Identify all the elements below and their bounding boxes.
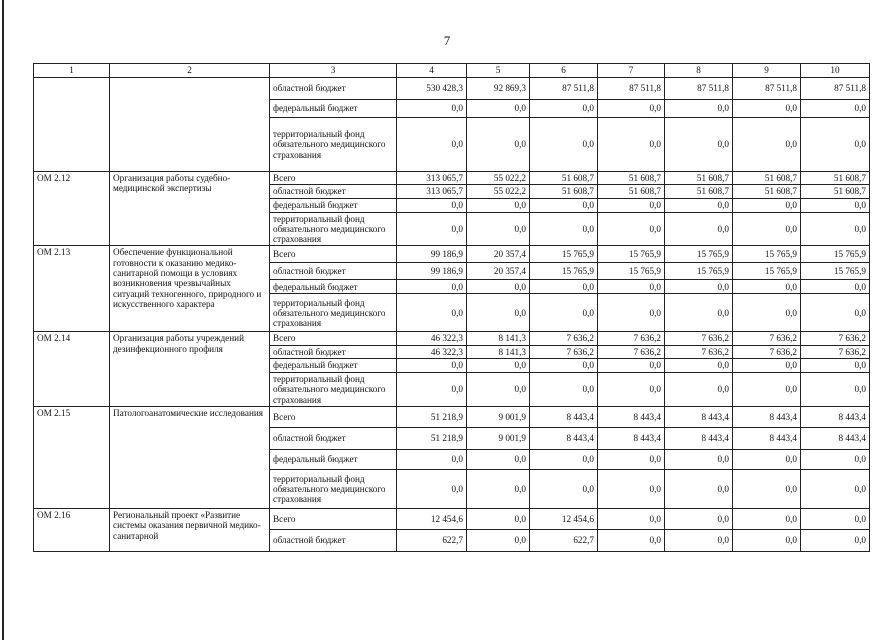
funding-source: федеральный бюджет <box>270 100 397 118</box>
funding-source: областной бюджет <box>270 185 397 198</box>
amount-cell: 0,0 <box>467 100 530 118</box>
amount-cell: 530 428,3 <box>397 78 467 100</box>
measure-code: ОМ 2.14 <box>34 332 110 406</box>
amount-cell: 15 765,9 <box>665 263 733 280</box>
amount-cell: 51 608,7 <box>801 185 870 198</box>
funding-source: областной бюджет <box>270 345 397 358</box>
amount-cell: 0,0 <box>530 294 598 332</box>
amount-cell: 8 141,3 <box>467 345 530 358</box>
measure-code: ОМ 2.16 <box>34 508 110 551</box>
amount-cell: 51 608,7 <box>598 172 665 185</box>
amount-cell: 622,7 <box>530 529 598 551</box>
amount-cell: 0,0 <box>467 294 530 332</box>
amount-cell: 15 765,9 <box>530 246 598 263</box>
amount-cell: 8 443,4 <box>530 406 598 427</box>
funding-source: территориальный фонд обязательного медицинского страхования <box>270 212 397 246</box>
column-header: 7 <box>598 64 665 78</box>
column-header-row <box>34 64 870 78</box>
amount-cell: 0,0 <box>598 529 665 551</box>
amount-cell: 0,0 <box>530 118 598 172</box>
funding-source: областной бюджет <box>270 529 397 551</box>
amount-cell: 15 765,9 <box>598 263 665 280</box>
amount-cell: 7 636,2 <box>598 332 665 345</box>
amount-cell: 51 608,7 <box>530 185 598 198</box>
amount-cell: 0,0 <box>665 359 733 373</box>
amount-cell: 0,0 <box>598 294 665 332</box>
amount-cell: 0,0 <box>665 294 733 332</box>
amount-cell: 51 608,7 <box>665 172 733 185</box>
measure-code: ОМ 2.13 <box>34 246 110 332</box>
funding-source: федеральный бюджет <box>270 449 397 469</box>
amount-cell: 0,0 <box>397 373 467 407</box>
funding-source: федеральный бюджет <box>270 359 397 373</box>
measure-name: Организация работы учреждений дезинфекционного профиля <box>110 332 270 406</box>
amount-cell: 0,0 <box>467 449 530 469</box>
amount-cell: 0,0 <box>530 198 598 212</box>
amount-cell: 0,0 <box>801 198 870 212</box>
column-header: 10 <box>801 64 870 78</box>
amount-cell: 0,0 <box>733 373 801 407</box>
column-header: 1 <box>34 64 110 78</box>
funding-source: территориальный фонд обязательного медицинского страхования <box>270 118 397 172</box>
amount-cell: 7 636,2 <box>598 345 665 358</box>
amount-cell: 0,0 <box>467 212 530 246</box>
amount-cell: 622,7 <box>397 529 467 551</box>
amount-cell: 15 765,9 <box>598 246 665 263</box>
amount-cell: 0,0 <box>530 469 598 508</box>
amount-cell: 0,0 <box>801 294 870 332</box>
amount-cell: 0,0 <box>801 100 870 118</box>
amount-cell: 51 218,9 <box>397 427 467 449</box>
measure-code: ОМ 2.12 <box>34 172 110 246</box>
amount-cell: 0,0 <box>733 294 801 332</box>
amount-cell: 0,0 <box>530 359 598 373</box>
column-header: 5 <box>467 64 530 78</box>
funding-source: Всего <box>270 508 397 529</box>
amount-cell: 99 186,9 <box>397 246 467 263</box>
amount-cell: 87 511,8 <box>598 78 665 100</box>
amount-cell: 15 765,9 <box>733 263 801 280</box>
amount-cell: 8 443,4 <box>733 406 801 427</box>
page-number: 7 <box>443 33 451 48</box>
amount-cell: 15 765,9 <box>733 246 801 263</box>
funding-source: Всего <box>270 332 397 345</box>
amount-cell: 51 608,7 <box>665 185 733 198</box>
amount-cell: 0,0 <box>397 469 467 508</box>
table-row <box>34 508 870 529</box>
amount-cell: 0,0 <box>733 508 801 529</box>
amount-cell: 0,0 <box>397 212 467 246</box>
amount-cell: 0,0 <box>665 212 733 246</box>
amount-cell: 0,0 <box>801 529 870 551</box>
amount-cell: 7 636,2 <box>801 345 870 358</box>
amount-cell: 92 869,3 <box>467 78 530 100</box>
amount-cell: 7 636,2 <box>665 345 733 358</box>
amount-cell: 0,0 <box>467 118 530 172</box>
amount-cell: 0,0 <box>598 469 665 508</box>
amount-cell: 0,0 <box>801 469 870 508</box>
amount-cell: 99 186,9 <box>397 263 467 280</box>
amount-cell: 8 443,4 <box>665 406 733 427</box>
amount-cell: 8 443,4 <box>801 427 870 449</box>
amount-cell: 0,0 <box>397 294 467 332</box>
amount-cell: 0,0 <box>467 373 530 407</box>
amount-cell: 0,0 <box>733 529 801 551</box>
amount-cell: 0,0 <box>397 118 467 172</box>
amount-cell: 51 218,9 <box>397 406 467 427</box>
amount-cell: 46 322,3 <box>397 345 467 358</box>
amount-cell: 0,0 <box>733 280 801 294</box>
amount-cell: 313 065,7 <box>397 172 467 185</box>
amount-cell: 0,0 <box>801 118 870 172</box>
amount-cell: 0,0 <box>598 373 665 407</box>
amount-cell: 7 636,2 <box>801 332 870 345</box>
funding-source: Всего <box>270 406 397 427</box>
amount-cell: 0,0 <box>598 508 665 529</box>
column-header: 2 <box>110 64 270 78</box>
amount-cell: 0,0 <box>665 280 733 294</box>
amount-cell: 8 443,4 <box>598 406 665 427</box>
table-row <box>34 172 870 185</box>
amount-cell: 0,0 <box>397 100 467 118</box>
amount-cell: 0,0 <box>530 373 598 407</box>
amount-cell: 7 636,2 <box>530 332 598 345</box>
amount-cell: 9 001,9 <box>467 427 530 449</box>
table-row <box>34 78 870 100</box>
amount-cell: 0,0 <box>801 212 870 246</box>
measure-name: Региональный проект «Развитие системы оказания первичной медико-санитарной <box>110 508 270 551</box>
amount-cell: 0,0 <box>598 198 665 212</box>
amount-cell: 20 357,4 <box>467 263 530 280</box>
amount-cell: 0,0 <box>801 359 870 373</box>
amount-cell: 8 443,4 <box>665 427 733 449</box>
amount-cell: 0,0 <box>665 198 733 212</box>
amount-cell: 0,0 <box>801 373 870 407</box>
amount-cell: 0,0 <box>598 118 665 172</box>
amount-cell: 313 065,7 <box>397 185 467 198</box>
funding-source: федеральный бюджет <box>270 280 397 294</box>
column-header: 6 <box>530 64 598 78</box>
amount-cell: 0,0 <box>467 469 530 508</box>
amount-cell: 0,0 <box>801 449 870 469</box>
amount-cell: 8 443,4 <box>530 427 598 449</box>
amount-cell: 87 511,8 <box>733 78 801 100</box>
funding-source: территориальный фонд обязательного медицинского страхования <box>270 469 397 508</box>
funding-source: территориальный фонд обязательного медицинского страхования <box>270 294 397 332</box>
amount-cell: 0,0 <box>665 449 733 469</box>
amount-cell: 0,0 <box>733 212 801 246</box>
amount-cell: 15 765,9 <box>801 263 870 280</box>
amount-cell: 0,0 <box>530 212 598 246</box>
amount-cell: 0,0 <box>397 198 467 212</box>
amount-cell: 0,0 <box>733 469 801 508</box>
amount-cell: 0,0 <box>467 508 530 529</box>
amount-cell: 0,0 <box>598 359 665 373</box>
amount-cell: 0,0 <box>397 449 467 469</box>
amount-cell: 12 454,6 <box>397 508 467 529</box>
amount-cell: 0,0 <box>467 529 530 551</box>
funding-source: областной бюджет <box>270 78 397 100</box>
amount-cell: 0,0 <box>467 359 530 373</box>
amount-cell: 7 636,2 <box>665 332 733 345</box>
amount-cell: 0,0 <box>733 198 801 212</box>
amount-cell: 0,0 <box>733 359 801 373</box>
amount-cell: 0,0 <box>530 100 598 118</box>
amount-cell: 87 511,8 <box>665 78 733 100</box>
measure-code <box>34 78 110 172</box>
amount-cell: 87 511,8 <box>801 78 870 100</box>
amount-cell: 0,0 <box>665 118 733 172</box>
amount-cell: 0,0 <box>598 100 665 118</box>
amount-cell: 0,0 <box>665 508 733 529</box>
amount-cell: 8 443,4 <box>598 427 665 449</box>
amount-cell: 0,0 <box>397 359 467 373</box>
amount-cell: 51 608,7 <box>530 172 598 185</box>
amount-cell: 0,0 <box>665 529 733 551</box>
amount-cell: 7 636,2 <box>733 345 801 358</box>
amount-cell: 0,0 <box>733 100 801 118</box>
column-header: 8 <box>665 64 733 78</box>
column-header: 3 <box>270 64 397 78</box>
amount-cell: 20 357,4 <box>467 246 530 263</box>
amount-cell: 51 608,7 <box>801 172 870 185</box>
amount-cell: 15 765,9 <box>665 246 733 263</box>
funding-source: областной бюджет <box>270 263 397 280</box>
amount-cell: 0,0 <box>598 212 665 246</box>
amount-cell: 0,0 <box>801 508 870 529</box>
funding-source: Всего <box>270 246 397 263</box>
amount-cell: 0,0 <box>665 100 733 118</box>
amount-cell: 15 765,9 <box>530 263 598 280</box>
funding-source: территориальный фонд обязательного медицинского страхования <box>270 373 397 407</box>
amount-cell: 0,0 <box>733 449 801 469</box>
amount-cell: 9 001,9 <box>467 406 530 427</box>
amount-cell: 0,0 <box>801 280 870 294</box>
table-row <box>34 246 870 263</box>
amount-cell: 87 511,8 <box>530 78 598 100</box>
measure-name: Патологоанатомические исследования <box>110 406 270 508</box>
amount-cell: 55 022,2 <box>467 185 530 198</box>
amount-cell: 0,0 <box>530 449 598 469</box>
column-header: 4 <box>397 64 467 78</box>
funding-source: Всего <box>270 172 397 185</box>
amount-cell: 0,0 <box>665 469 733 508</box>
measure-name: Организация работы судебно-медицинской экспертизы <box>110 172 270 246</box>
amount-cell: 46 322,3 <box>397 332 467 345</box>
funding-source: федеральный бюджет <box>270 198 397 212</box>
table-row <box>34 332 870 345</box>
amount-cell: 12 454,6 <box>530 508 598 529</box>
amount-cell: 0,0 <box>467 198 530 212</box>
amount-cell: 0,0 <box>467 280 530 294</box>
measure-name: Обеспечение функциональной готовности к оказанию медико-санитарной помощи в условиях возникновения чрезвычайных ситуаций техногенного, природного и искусственного характера <box>110 246 270 332</box>
amount-cell: 15 765,9 <box>801 246 870 263</box>
column-header: 9 <box>733 64 801 78</box>
measure-code: ОМ 2.15 <box>34 406 110 508</box>
amount-cell: 8 443,4 <box>733 427 801 449</box>
amount-cell: 7 636,2 <box>733 332 801 345</box>
amount-cell: 0,0 <box>397 280 467 294</box>
amount-cell: 7 636,2 <box>530 345 598 358</box>
amount-cell: 55 022,2 <box>467 172 530 185</box>
amount-cell: 0,0 <box>733 118 801 172</box>
amount-cell: 0,0 <box>598 280 665 294</box>
amount-cell: 51 608,7 <box>733 185 801 198</box>
amount-cell: 51 608,7 <box>598 185 665 198</box>
amount-cell: 0,0 <box>665 373 733 407</box>
amount-cell: 51 608,7 <box>733 172 801 185</box>
page-edge <box>2 0 4 640</box>
amount-cell: 8 443,4 <box>801 406 870 427</box>
funding-source: областной бюджет <box>270 427 397 449</box>
amount-cell: 0,0 <box>530 280 598 294</box>
table-row <box>34 406 870 427</box>
measure-name <box>110 78 270 172</box>
amount-cell: 0,0 <box>598 449 665 469</box>
funding-table <box>33 63 870 552</box>
amount-cell: 8 141,3 <box>467 332 530 345</box>
